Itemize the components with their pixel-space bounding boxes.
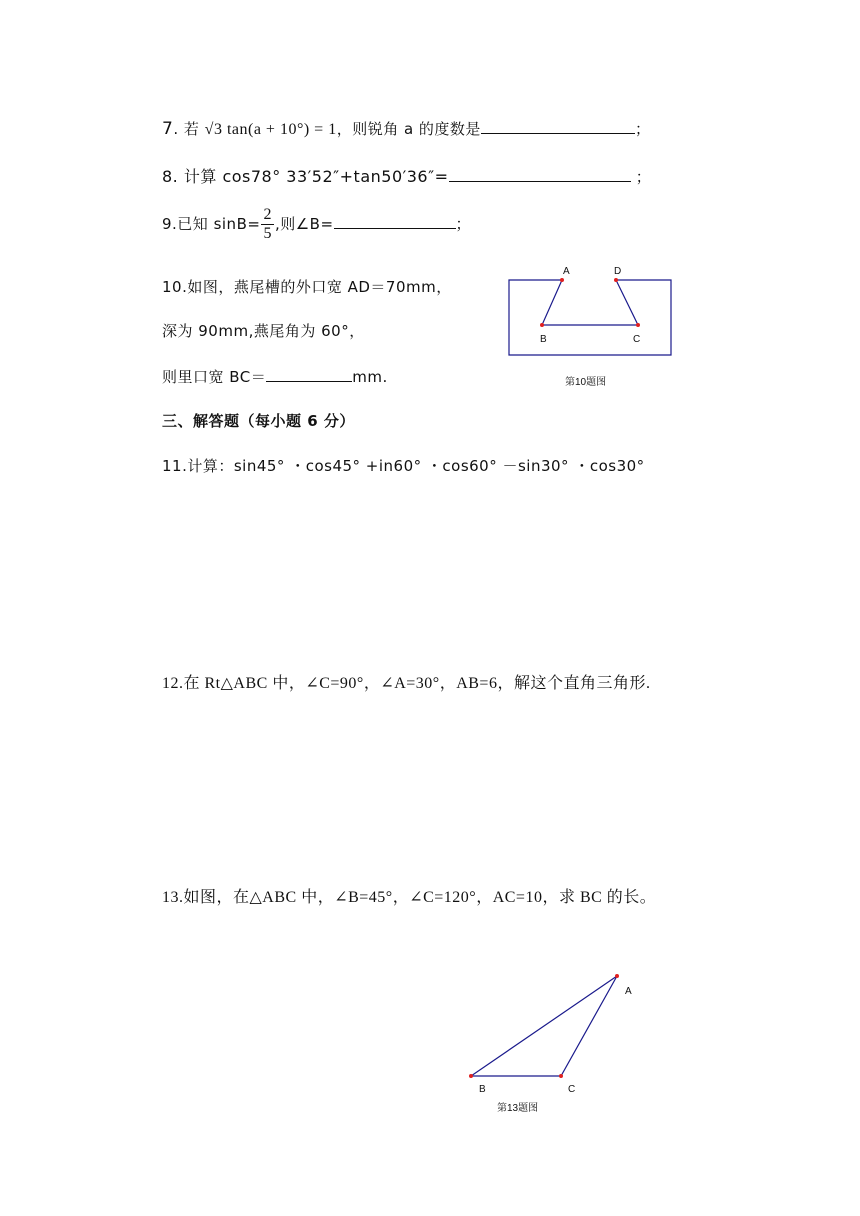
point-b — [469, 1074, 473, 1078]
q7-end: ； — [634, 120, 651, 138]
question-11: 11.计算：sin45° ・cos45° +in60° ・cos60° －sin30° ・cos30° — [162, 457, 645, 475]
q10-line3-pre: 则里口宽 BC＝ — [162, 368, 267, 386]
q9-pre: 9.已知 sinB= — [162, 215, 261, 233]
q10-line2: 深为 90mm,燕尾角为 60°， — [162, 322, 365, 340]
label-b: B — [540, 334, 547, 345]
q7-number: 7 — [162, 119, 174, 139]
q9-frac-den: 5 — [263, 225, 272, 242]
question-12: 12.在 Rt△ABC 中，∠C=90°，∠A=30°，AB=6，解这个直角三角形. — [162, 675, 651, 692]
q7-pre: 若 — [183, 120, 200, 138]
q9-answer-blank[interactable] — [334, 214, 456, 229]
figure-10-caption: 第10题图 — [565, 377, 607, 388]
label-b: B — [479, 1084, 486, 1095]
q10-line3-post: mm. — [352, 368, 388, 386]
triangle-abc — [471, 976, 617, 1076]
q9-frac-num: 2 — [263, 206, 272, 223]
figure-10-dovetail — [500, 258, 680, 394]
figure-13-caption: 第13题图 — [497, 1103, 539, 1114]
q7-expression: √3 tan(a + 10°) = 1 — [204, 121, 337, 138]
q7-post: ，则锐角 a 的度数是 — [336, 120, 481, 138]
figure-13-triangle — [460, 964, 660, 1119]
question-9 — [162, 206, 471, 243]
q9-end: ； — [455, 215, 472, 233]
point-b — [540, 323, 544, 327]
label-a: A — [563, 266, 570, 277]
q10-answer-blank[interactable] — [266, 367, 352, 382]
label-c: C — [568, 1084, 576, 1095]
point-c — [559, 1074, 563, 1078]
q9-fraction — [261, 206, 274, 243]
section-3-heading: 三、解答题（每小题 6 分） — [162, 412, 355, 430]
label-c: C — [633, 334, 641, 345]
q8-end: ； — [635, 168, 652, 186]
point-c — [636, 323, 640, 327]
q10-line3 — [162, 366, 388, 387]
q8-answer-blank[interactable] — [449, 167, 631, 182]
point-d — [614, 278, 618, 282]
point-a — [615, 974, 619, 978]
question-8 — [162, 164, 651, 187]
point-a — [560, 278, 564, 282]
q7-answer-blank[interactable] — [481, 119, 635, 134]
q10-line1: 10.如图，燕尾槽的外口宽 AD＝70mm， — [162, 278, 452, 296]
q9-mid: ,则∠B= — [274, 215, 334, 233]
label-d: D — [614, 266, 622, 277]
question-7: 7. 若 √3 tan(a + 10°) = 1，则锐角 a 的度数是 ； — [162, 119, 651, 139]
dovetail-outline — [509, 280, 671, 355]
q8-text: 8. 计算 cos78° 33′52″+tan50′36″= — [162, 167, 449, 186]
label-a: A — [625, 986, 632, 997]
question-13: 13.如图，在△ABC 中，∠B=45°，∠C=120°，AC=10，求 BC 的长。 — [162, 889, 657, 906]
